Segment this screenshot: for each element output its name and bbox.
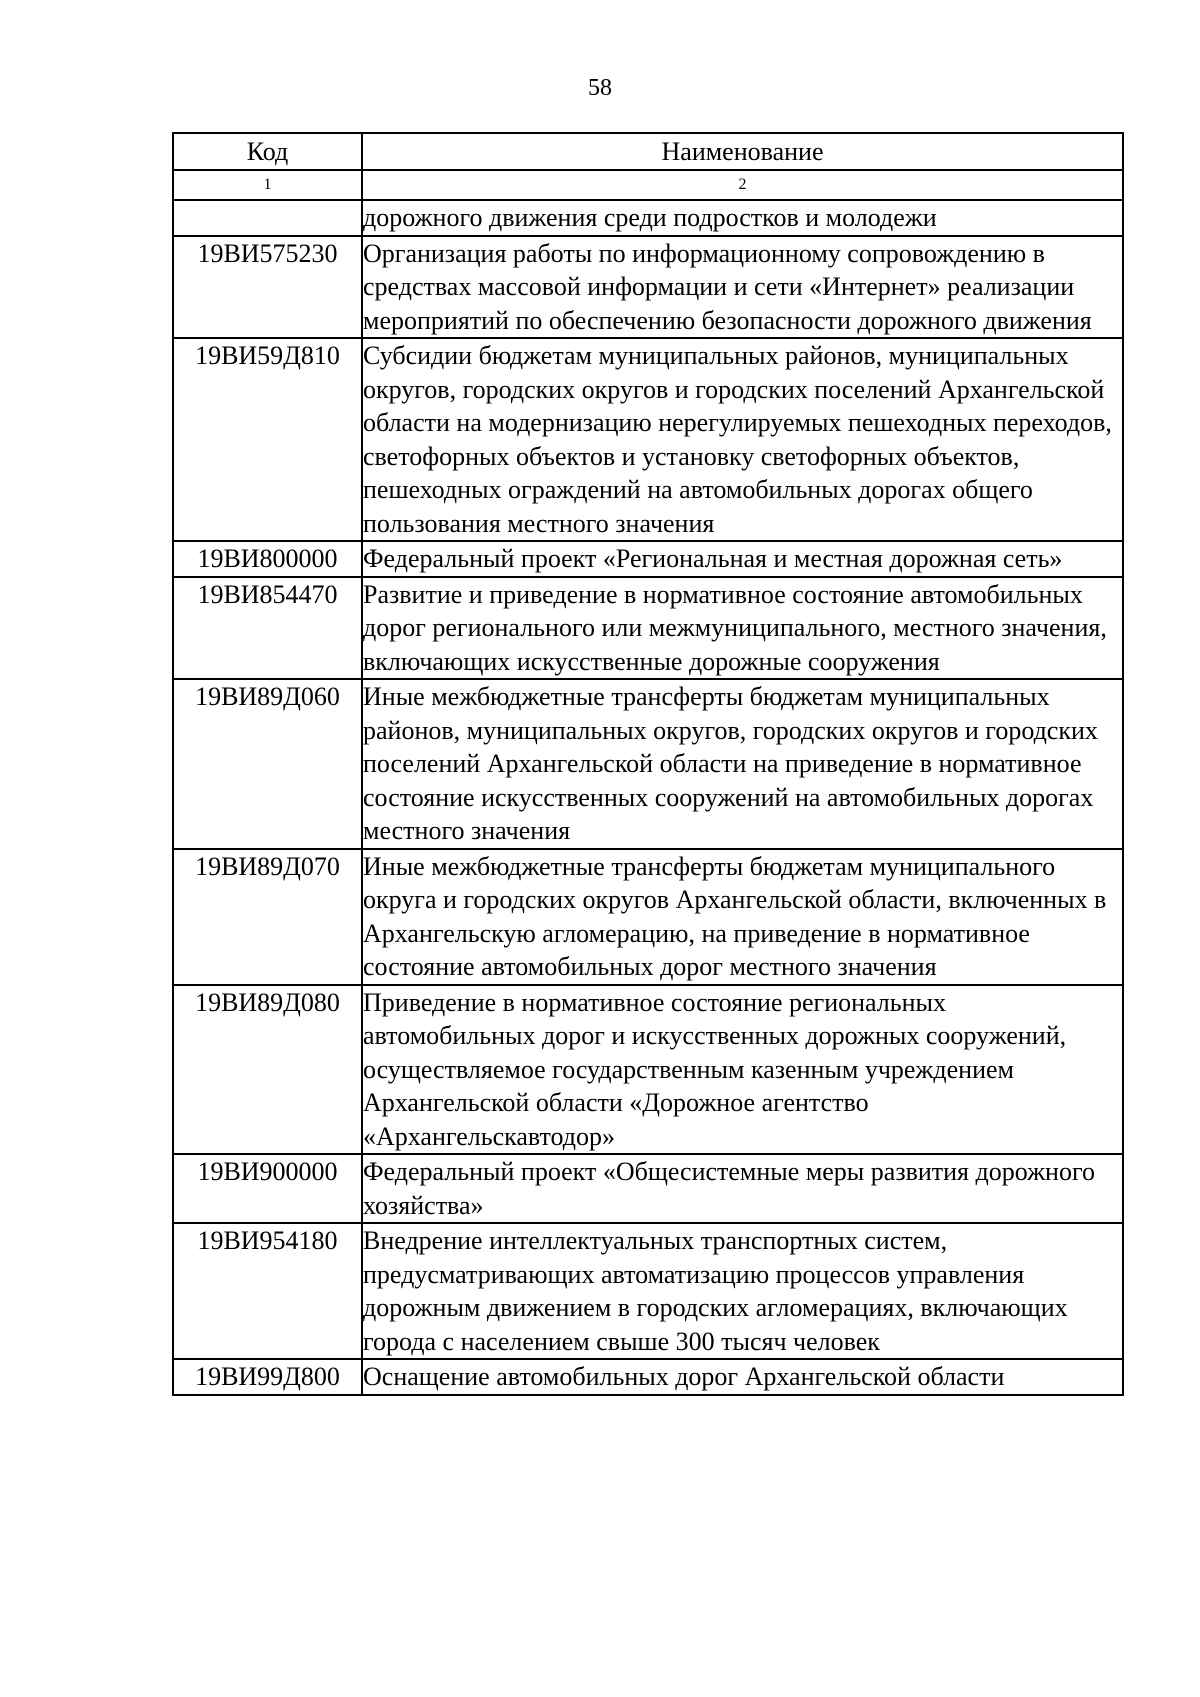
code-cell: 19ВИ900000 (173, 1154, 362, 1223)
name-cell: Внедрение интеллектуальных транспортных систем, предусматривающих автоматизацию процессов управления дорожным движением в городских агломерациях, включающих города с населением свыше 300 тысяч человек (362, 1223, 1123, 1359)
table-body (173, 170, 1123, 1395)
code-cell: 19ВИ89Д060 (173, 679, 362, 849)
name-cell: Иные межбюджетные трансферты бюджетам муниципальных районов, муниципальных округов, городских округов и городских поселений Архангельской области на приведение в нормативное состояние искусственных сооружений на автомобильных дорогах местного значения (362, 679, 1123, 849)
name-cell: Приведение в нормативное состояние региональных автомобильных дорог и искусственных дорожных сооружений, осуществляемое государственным казенным учреждением Архангельской области «Дорожное агентство «Архангельскавтодор» (362, 985, 1123, 1155)
code-cell: 19ВИ954180 (173, 1223, 362, 1359)
name-cell: Развитие и приведение в нормативное состояние автомобильных дорог регионального или межмуниципального, местного значения, включающих искусственные дорожные сооружения (362, 577, 1123, 680)
code-cell: 19ВИ99Д800 (173, 1359, 362, 1395)
code-cell: 19ВИ575230 (173, 236, 362, 339)
code-cell: 19ВИ89Д070 (173, 849, 362, 985)
table-header (173, 133, 1123, 170)
table-row (173, 1154, 1123, 1223)
table-row (173, 1359, 1123, 1395)
column-number-row (173, 170, 1123, 200)
name-cell: Федеральный проект «Региональная и местная дорожная сеть» (362, 541, 1123, 577)
page-number: 58 (588, 75, 612, 101)
table-row (173, 577, 1123, 680)
code-cell: 19ВИ59Д810 (173, 338, 362, 541)
table-row (173, 985, 1123, 1155)
table-header-row (173, 133, 1123, 170)
code-cell: 19ВИ854470 (173, 577, 362, 680)
name-cell: Субсидии бюджетам муниципальных районов, муниципальных округов, городских округов и городских поселений Архангельской области на модернизацию нерегулируемых пешеходных переходов, светофорных объектов и установку светофорных объектов, пешеходных ограждений на автомобильных дорогах общего пользования местного значения (362, 338, 1123, 541)
code-cell (173, 200, 362, 236)
column-number-name: 2 (362, 170, 1123, 200)
table-row (173, 338, 1123, 541)
name-cell: Организация работы по информационному сопровождению в средствах массовой информации и сети «Интернет» реализации мероприятий по обеспечению безопасности дорожного движения (362, 236, 1123, 339)
code-cell: 19ВИ800000 (173, 541, 362, 577)
table-row (173, 541, 1123, 577)
column-number-code: 1 (173, 170, 362, 200)
code-cell: 19ВИ89Д080 (173, 985, 362, 1155)
name-cell: Оснащение автомобильных дорог Архангельской области (362, 1359, 1123, 1395)
column-header-code: Код (173, 133, 362, 170)
table-row (173, 236, 1123, 339)
table-row (173, 849, 1123, 985)
name-cell: Федеральный проект «Общесистемные меры развития дорожного хозяйства» (362, 1154, 1123, 1223)
name-cell: Иные межбюджетные трансферты бюджетам муниципального округа и городских округов Архангельской области, включенных в Архангельскую агломерацию, на приведение в нормативное состояние автомобильных дорог местного значения (362, 849, 1123, 985)
table-row (173, 679, 1123, 849)
name-cell: дорожного движения среди подростков и молодежи (362, 200, 1123, 236)
column-header-name: Наименование (362, 133, 1123, 170)
table-row (173, 1223, 1123, 1359)
budget-code-table (172, 132, 1124, 1396)
table-row (173, 200, 1123, 236)
